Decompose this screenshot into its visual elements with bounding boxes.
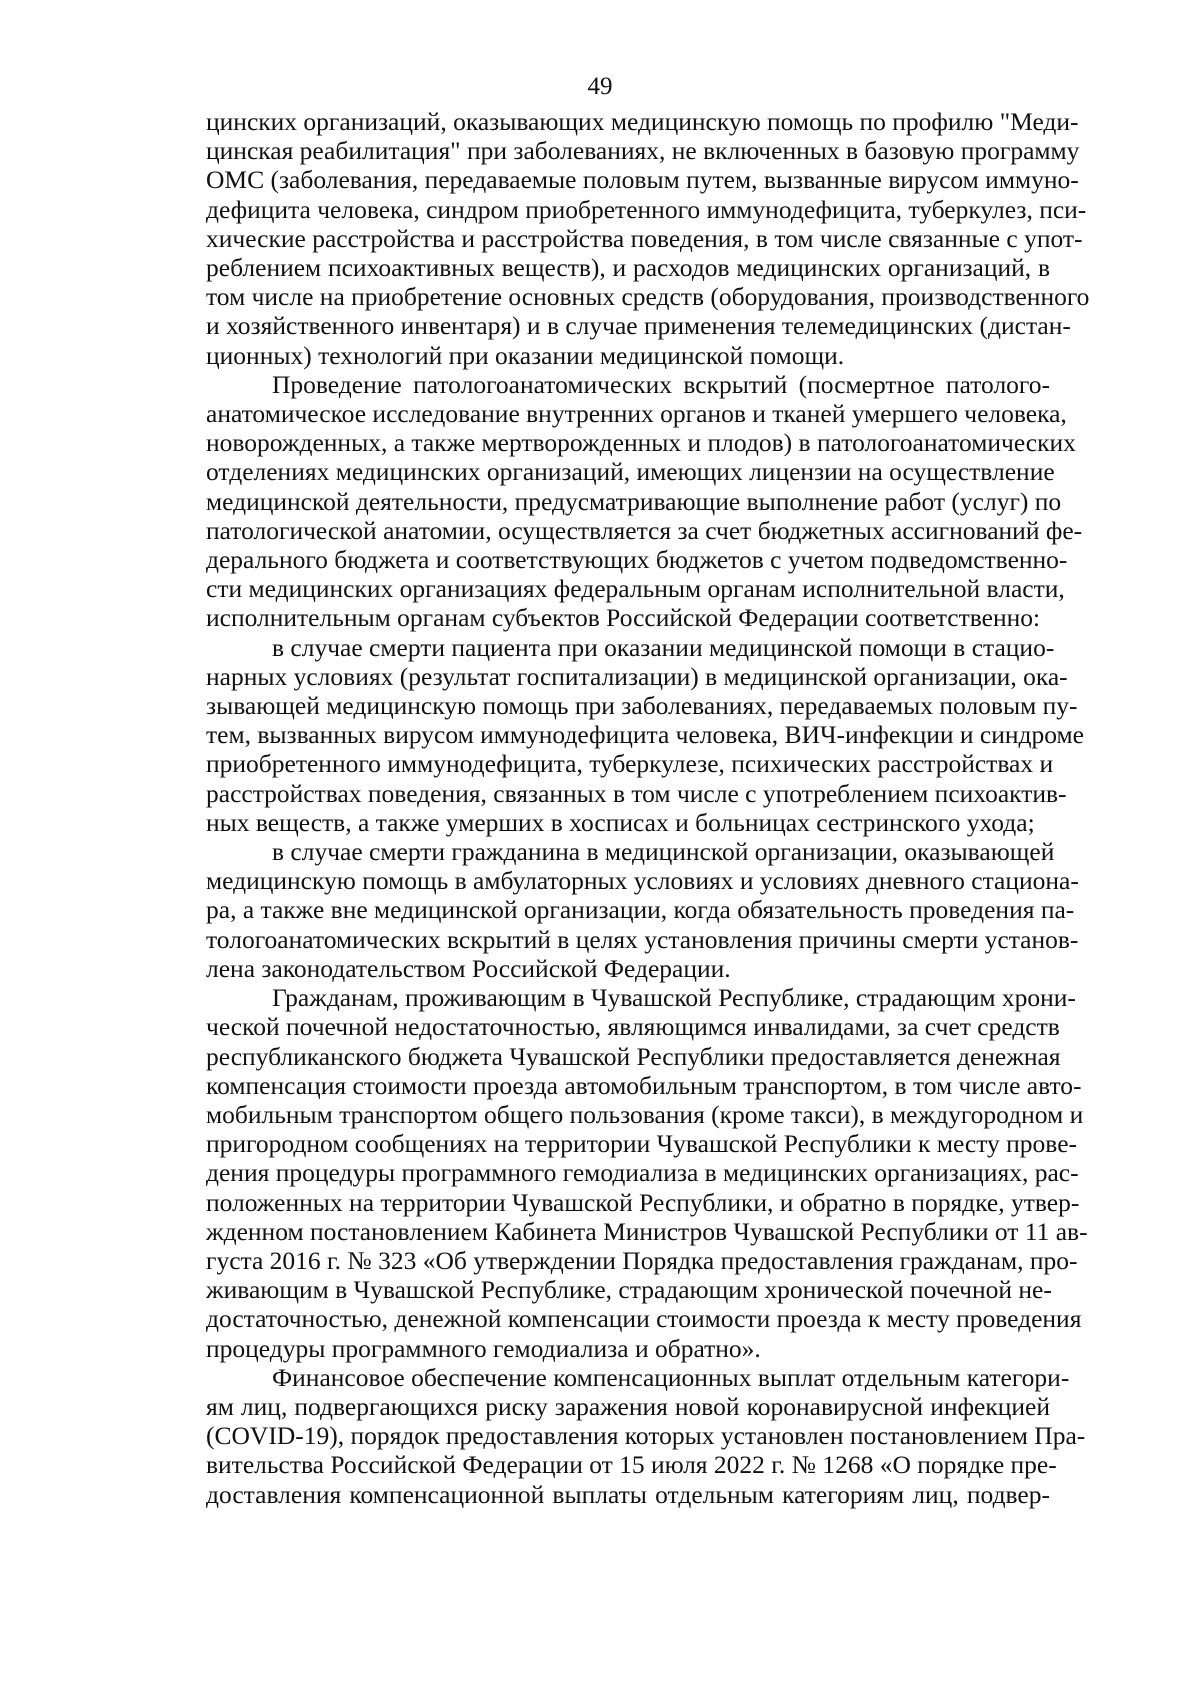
paragraph (206, 983, 1088, 1363)
text-line: дения процедуры программного гемодиализа в медицинских организациях, рас- (206, 1158, 1079, 1188)
text-line: нарных условиях (результат госпитализации) в медицинской организации, ока- (206, 661, 1068, 691)
paragraph (206, 837, 1079, 983)
text-line: Проведение патологоанатомических вскрытий (посмертное патолого- (272, 369, 1050, 399)
text-line: Финансовое обеспечение компенсационных выплат отдельным категори- (272, 1362, 1070, 1392)
text-line: медицинскую помощь в амбулаторных условиях и условиях дневного стациона- (206, 866, 1079, 896)
paragraph (206, 632, 1084, 837)
text-line: жденном постановлением Кабинета Министров Чувашской Республики от 11 ав- (206, 1216, 1088, 1246)
text-line: в случае смерти гражданина в медицинской организации, оказывающей (272, 837, 1055, 867)
text-line: ра, а также вне медицинской организации, когда обязательность проведения па- (206, 895, 1075, 925)
text-line: новорожденных, а также мертворожденных и плодов) в патологоанатомических (206, 428, 1076, 458)
text-line: республиканского бюджета Чувашской Республики предоставляется денежная (206, 1041, 1061, 1071)
text-line: и хозяйственного инвентаря) и в случае применения телемедицинских (дистан- (206, 311, 1071, 341)
text-line: медицинской деятельности, предусматривающие выполнение работ (услуг) по (206, 486, 1062, 516)
text-line: сти медицинских организациях федеральным органам исполнительной власти, (206, 574, 1065, 604)
text-line: (COVID-19), порядок предоставления которых установлен постановлением Пра- (206, 1421, 1086, 1451)
text-line: исполнительным органам субъектов Российской Федерации соответственно: (206, 603, 1041, 633)
text-line: ям лиц, подвергающихся риску заражения новой коронавирусной инфекцией (206, 1391, 1050, 1421)
text-line: достаточностью, денежной компенсации стоимости проезда к месту проведения (206, 1304, 1082, 1334)
page-number: 49 (587, 73, 613, 100)
text-line: вительства Российской Федерации от 15 июля 2022 г. № 1268 «О порядке пре- (206, 1450, 1057, 1480)
text-line: в случае смерти пациента при оказании медицинской помощи в стацио- (272, 632, 1055, 662)
text-line: процедуры программного гемодиализа и обратно». (206, 1333, 761, 1363)
text-line: живающим в Чувашской Республике, страдающим хронической почечной не- (206, 1275, 1052, 1305)
text-line: хические расстройства и расстройства поведения, в том числе связанные с упот- (206, 223, 1083, 253)
text-line: тем, вызванных вирусом иммунодефицита человека, ВИЧ-инфекции и синдроме (206, 720, 1084, 750)
text-line: приобретенного иммунодефицита, туберкулезе, психических расстройствах и (206, 749, 1054, 779)
text-line: патологической анатомии, осуществляется за счет бюджетных ассигнований фе- (206, 515, 1083, 545)
text-line: ционных) технологий при оказании медицинской помощи. (206, 340, 845, 370)
paragraph (206, 369, 1083, 633)
text-line: отделениях медицинских организаций, имеющих лицензии на осуществление (206, 457, 1055, 487)
text-line: ОМС (заболевания, передаваемые половым путем, вызванные вирусом иммуно- (206, 165, 1079, 195)
text-line: ных веществ, а также умерших в хосписах и больницах сестринского ухода; (206, 807, 1035, 837)
text-line: цинских организаций, оказывающих медицинскую помощь по профилю "Меди- (206, 107, 1079, 136)
text-line: положенных на территории Чувашской Республики, и обратно в порядке, утвер- (206, 1187, 1080, 1217)
text-line: дерального бюджета и соответствующих бюджетов с учетом подведомственно- (206, 545, 1068, 575)
text-line: расстройствах поведения, связанных в том числе с употреблением психоактив- (206, 778, 1067, 808)
paragraph (206, 1362, 1086, 1509)
document-body (206, 107, 1090, 1509)
text-line: тологоанатомических вскрытий в целях установления причины смерти установ- (206, 924, 1079, 954)
text-line: доставления компенсационной выплаты отдельным категориям лиц, подвер- (206, 1479, 1050, 1509)
text-line: реблением психоактивных веществ), и расходов медицинских организаций, в (206, 253, 1050, 283)
text-line: компенсация стоимости проезда автомобильным транспортом, в том числе авто- (206, 1070, 1082, 1100)
text-line: лена законодательством Российской Федерации. (206, 953, 731, 983)
text-line: дефицита человека, синдром приобретенного иммунодефицита, туберкулез, пси- (206, 194, 1087, 224)
text-line: пригородном сообщениях на территории Чувашской Республики к месту прове- (206, 1129, 1078, 1159)
text-line: анатомическое исследование внутренних органов и тканей умершего человека, (206, 399, 1067, 429)
text-line: Гражданам, проживающим в Чувашской Республике, страдающим хрони- (272, 983, 1076, 1013)
text-line: ческой почечной недостаточностью, являющимся инвалидами, за счет средств (206, 1012, 1060, 1042)
paragraph (206, 107, 1090, 370)
text-line: цинская реабилитация" при заболеваниях, не включенных в базовую программу (206, 136, 1080, 166)
text-line: том числе на приобретение основных средств (оборудования, производственного (206, 282, 1090, 312)
text-line: зывающей медицинскую помощь при заболеваниях, передаваемых половым пу- (206, 691, 1078, 721)
text-line: мобильным транспортом общего пользования (кроме такси), в междугородном и (206, 1099, 1084, 1129)
text-line: густа 2016 г. № 323 «Об утверждении Порядка предоставления гражданам, про- (206, 1245, 1078, 1275)
